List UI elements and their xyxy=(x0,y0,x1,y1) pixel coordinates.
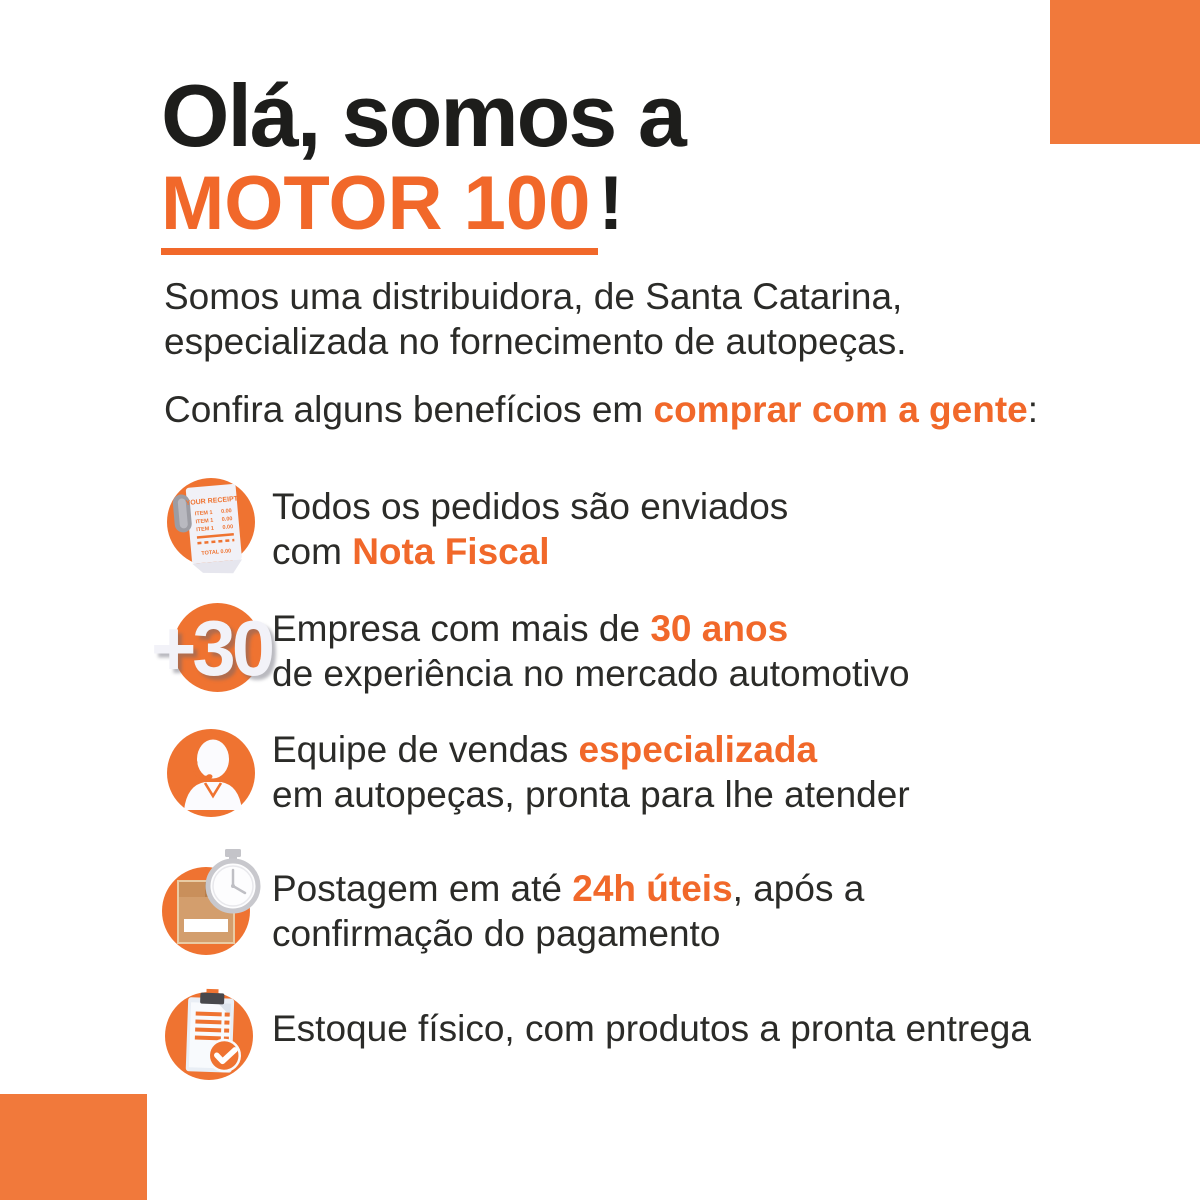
svg-text:TOTAL 0.00: TOTAL 0.00 xyxy=(201,548,232,557)
benefit-line: confirmação do pagamento xyxy=(272,913,721,954)
receipt-icon xyxy=(163,476,259,582)
benefit-text-30-anos xyxy=(272,606,910,696)
description-line-2: especializada no fornecimento de autopeças. xyxy=(164,321,907,362)
plus-30-label: +30 xyxy=(150,604,272,692)
svg-text:0.00: 0.00 xyxy=(221,516,233,524)
corner-square-bottom-left xyxy=(0,1094,147,1200)
svg-text:ITEM 1: ITEM 1 xyxy=(195,517,214,526)
brand-exclamation: ! xyxy=(598,161,624,246)
benefits-intro: Confira alguns benefícios em comprar com a gente: xyxy=(164,389,1039,430)
especializada-highlight: especializada xyxy=(578,729,818,770)
benefit-line: Postagem em até 24h úteis, após a xyxy=(272,868,865,909)
30-anos-highlight: 30 anos xyxy=(650,608,789,649)
company-description xyxy=(164,274,907,364)
clipboard-check-icon xyxy=(163,982,263,1088)
benefit-text-postagem xyxy=(272,866,864,956)
nota-fiscal-highlight: Nota Fiscal xyxy=(352,531,550,572)
benefit-text-equipe xyxy=(272,727,910,817)
support-agent-icon xyxy=(164,726,258,820)
benefit-line: Todos os pedidos são enviados xyxy=(272,486,789,527)
benefit-text-estoque xyxy=(272,1006,1031,1051)
corner-square-top-right xyxy=(1050,0,1200,144)
description-line-1: Somos uma distribuidora, de Santa Catarina, xyxy=(164,276,903,317)
benefit-line: Equipe de vendas especializada xyxy=(272,729,818,770)
benefit-line: Estoque físico, com produtos a pronta entrega xyxy=(272,1008,1031,1049)
svg-text:ITEM 1: ITEM 1 xyxy=(196,525,215,534)
receipt-title-text: YOUR RECEIPT xyxy=(185,495,239,508)
brand-name: MOTOR 100 xyxy=(161,166,598,255)
benefit-line: Empresa com mais de 30 anos xyxy=(272,608,789,649)
benefit-line: com Nota Fiscal xyxy=(272,531,550,572)
24h-uteis-highlight: 24h úteis xyxy=(572,868,733,909)
greeting-title: Olá, somos a xyxy=(161,66,685,165)
svg-text:0.00: 0.00 xyxy=(220,508,233,516)
plus-30-badge xyxy=(150,600,272,696)
benefit-line: de experiência no mercado automotivo xyxy=(272,653,910,694)
benefit-text-nota-fiscal xyxy=(272,484,788,574)
shipping-box-timer-icon xyxy=(156,843,266,965)
svg-text:0.00: 0.00 xyxy=(222,524,234,531)
svg-text:ITEM 1: ITEM 1 xyxy=(194,509,213,518)
benefit-line: em autopeças, pronta para lhe atender xyxy=(272,774,910,815)
intro-highlight: comprar com a gente xyxy=(653,389,1028,430)
brand-title xyxy=(161,161,624,255)
